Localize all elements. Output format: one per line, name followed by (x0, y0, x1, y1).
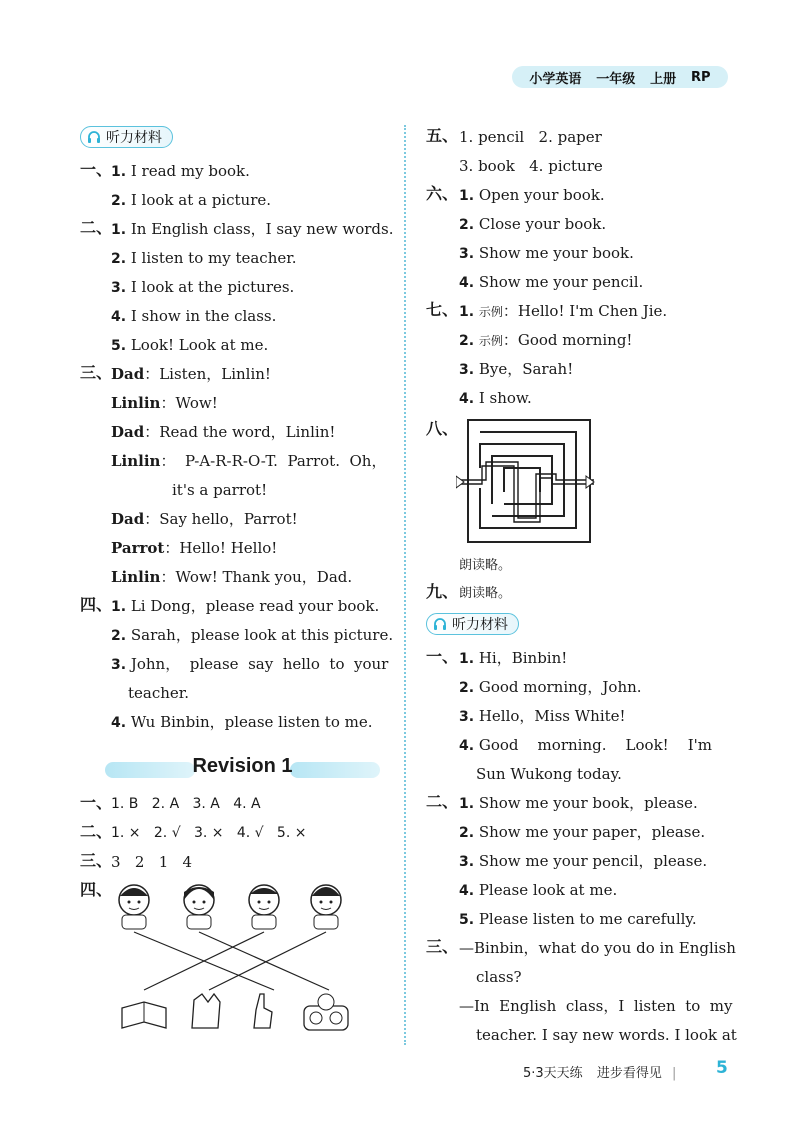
header-edition: RP (691, 69, 711, 85)
dialogue-line: Parrot：Hello! Hello! (111, 539, 278, 557)
dialogue-line: Dad：Say hello，Parrot! (111, 510, 298, 528)
dialogue-line: Dad：Read the word，Linlin! (111, 423, 336, 441)
list-item: 2. Close your book. (459, 215, 607, 233)
matching-lines (134, 932, 329, 990)
list-item: 4. Wu Binbin，please listen to me. (111, 713, 373, 731)
list-item: Sun Wukong today. (476, 765, 622, 783)
dialogue-line: Linlin：Wow! Thank you，Dad. (111, 568, 353, 586)
badge-label: 听力材料 (452, 617, 508, 633)
child-face-icon (184, 885, 214, 929)
dialogue-line: —In English class，I listen to my (459, 997, 733, 1015)
section-4-label: 四、 (80, 595, 113, 614)
revision-title: Revision 1 (192, 755, 293, 777)
section-1-label: 一、 (80, 160, 113, 179)
list-item: 3. Show me your book. (459, 244, 634, 262)
maze-entry-arrow (456, 476, 464, 488)
list-item: 4. Please look at me. (459, 881, 618, 899)
rev-3-label: 三、 (80, 851, 113, 870)
dialogue-line: it's a parrot! (172, 481, 268, 499)
book-icon (122, 1002, 166, 1028)
list-item: 2. Good morning，John. (459, 678, 642, 696)
list-item: 2. Sarah，please look at this picture. (111, 626, 394, 644)
dialogue-line: —Binbin，what do you do in English (459, 939, 736, 957)
section-9-text: 朗读略。 (459, 586, 512, 601)
rev-4-label: 四、 (80, 880, 113, 899)
revision-heading (105, 757, 380, 783)
list-item: 2. I look at a picture. (111, 191, 272, 209)
list-item: 1. In English class，I say new words. (111, 220, 394, 238)
header-bar (512, 66, 728, 88)
rev-1-label: 一、 (80, 793, 113, 812)
read-aloud-note: 朗读略。 (459, 558, 512, 573)
rev-2-answers: 1. × 2. √ 3. × 4. √ 5. × (111, 825, 307, 841)
section-2-label: 二、 (80, 218, 113, 237)
child-face-icon (311, 885, 341, 929)
section-7-label: 七、 (426, 300, 459, 319)
child-face-icon (119, 885, 149, 929)
badge-label: 听力材料 (106, 130, 162, 146)
list-item: 4. Good morning. Look! I'm (459, 736, 713, 754)
footer-separator: | (671, 1066, 677, 1081)
child-face-icon (249, 885, 279, 929)
list-item: 1. Hi，Binbin! (459, 649, 568, 667)
footer (523, 1062, 676, 1081)
list-item: 1. pencil 2. paper (459, 128, 602, 146)
list-item: 1. 示例：Hello! I'm Chen Jie. (459, 302, 668, 320)
list-item: 4. I show in the class. (111, 307, 277, 325)
list-item: 2. I listen to my teacher. (111, 249, 297, 267)
list-item: 4. I show. (459, 389, 532, 407)
listening-badge (80, 126, 173, 148)
dialogue-line: class? (476, 968, 522, 986)
listening-badge (426, 613, 519, 635)
section-8-label: 八、 (426, 419, 459, 438)
section-6-label: 六、 (426, 184, 459, 203)
list-item: 1. Open your book. (459, 186, 605, 204)
list-item: teacher. (128, 684, 190, 702)
list-item: 2. 示例：Good morning! (459, 331, 633, 349)
listen-1-label: 一、 (426, 647, 459, 666)
list-item: 1. Show me your book，please. (459, 794, 698, 812)
rev-3-answers: 3 2 1 4 (111, 853, 193, 871)
hands-raised-icon (192, 994, 220, 1028)
footer-slogan: 进步看得见 (596, 1066, 662, 1081)
rev-2-label: 二、 (80, 822, 113, 841)
list-item: 3. I look at the pictures. (111, 278, 295, 296)
radio-speaker-icon (304, 994, 348, 1030)
section-9-label: 九、 (426, 582, 459, 601)
listen-2-label: 二、 (426, 792, 459, 811)
listen-3-label: 三、 (426, 937, 459, 956)
header-subject: 小学英语 (529, 71, 582, 87)
list-item: 2. Show me your paper，please. (459, 823, 706, 841)
list-item: 5. Look! Look at me. (111, 336, 269, 354)
header-volume: 上册 (650, 71, 677, 87)
page-number: 5 (716, 1058, 728, 1078)
list-item: 3. John， please say hello to your (111, 655, 389, 673)
list-item: 3. Bye，Sarah! (459, 360, 574, 378)
list-item: 3. book 4. picture (459, 157, 603, 175)
matching-illustration (114, 878, 354, 1038)
footer-series: 5·3天天练 (523, 1066, 583, 1081)
pointing-hand-icon (254, 994, 272, 1028)
headphones-icon (433, 617, 447, 631)
list-item: 3. Hello，Miss White! (459, 707, 626, 725)
header-grade: 一年级 (596, 71, 636, 87)
list-item: 1. I read my book. (111, 162, 250, 180)
list-item: 4. Show me your pencil. (459, 273, 644, 291)
column-divider (404, 125, 406, 1045)
dialogue-line: Dad：Listen，Linlin! (111, 365, 271, 383)
section-5-label: 五、 (426, 126, 459, 145)
dialogue-line: teacher. I say new words. I look at (476, 1026, 737, 1044)
list-item: 1. Li Dong，please read your book. (111, 597, 380, 615)
headphones-icon (87, 130, 101, 144)
list-item: 5. Please listen to me carefully. (459, 910, 697, 928)
maze-diagram (456, 418, 596, 546)
dialogue-line: Linlin： P-A-R-R-O-T. Parrot. Oh， (111, 452, 387, 470)
section-3-label: 三、 (80, 363, 113, 382)
dialogue-line: Linlin：Wow! (111, 394, 218, 412)
list-item: 3. Show me your pencil，please. (459, 852, 708, 870)
rev-1-answers: 1. B 2. A 3. A 4. A (111, 796, 261, 812)
